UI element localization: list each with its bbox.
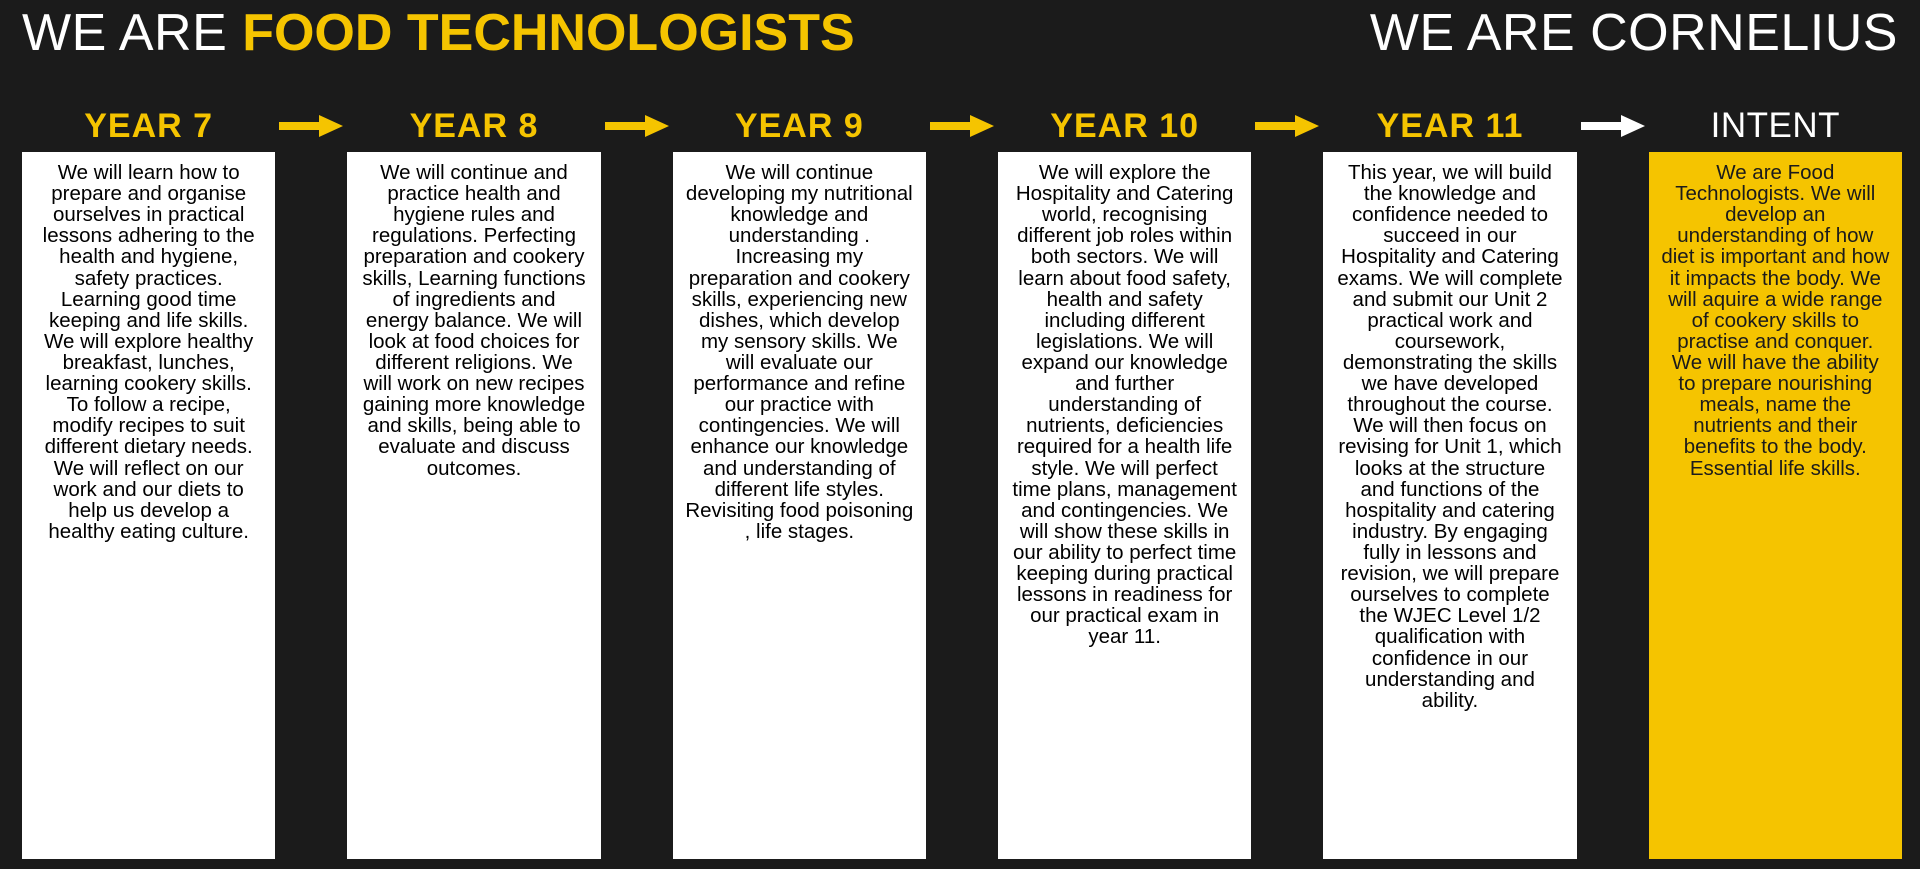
- year-label-intent: INTENT: [1710, 106, 1840, 145]
- pathway-columns: [0, 152, 1920, 869]
- year-label-year8: YEAR 8: [409, 106, 539, 145]
- column-slot-year10: [998, 152, 1251, 859]
- year-label-cell-year11: [1323, 107, 1576, 146]
- card-year10: [998, 152, 1251, 859]
- card-year7-text: We will learn how to prepare and organise ourselves in practical lessons adhering to the health and hygiene, safety practices. Learning good time keeping and life skills. We will explore healthy breakfast, lunches, learning cookery skills. To follow a recipe, modify recipes to suit different dietary needs. We will reflect on our work and our diets to help us develop a healthy eating culture.: [42, 161, 255, 543]
- column-gap-4: [1251, 152, 1323, 859]
- year-label-cell-intent: [1649, 106, 1902, 146]
- year-label-cell-year7: [22, 107, 275, 146]
- header-title-right: WE ARE CORNELIUS: [1369, 4, 1898, 62]
- card-year8: [347, 152, 600, 859]
- column-slot-year11: [1323, 152, 1576, 859]
- card-year8-text: We will continue and practice health and hygiene rules and regulations. Perfecting preparation and cookery skills, Learning functions of ingredients and energy balance. We will look at food choices for different religions. We will work on new recipes gaining more knowledge and skills, being able to evaluate and discuss outcomes.: [362, 161, 586, 480]
- card-year9: [673, 152, 926, 859]
- card-year11-text: This year, we will build the knowledge and confidence needed to succeed in our Hospitality and Catering exams. We will complete and submit our Unit 2 practical work and coursework, demonstrating the skills we have developed throughout the course. We will then focus on revising for Unit 1, which looks at the structure and functions of the hospitality and catering industry. By engaging fully in lessons and revision, we will prepare ourselves to complete the WJEC Level 1/2 qualification with confidence in our understanding and ability.: [1337, 161, 1563, 712]
- card-intent: [1649, 152, 1902, 859]
- header-title-plain: WE ARE: [22, 4, 243, 62]
- column-gap-5: [1577, 152, 1649, 859]
- year-label-year9: YEAR 9: [734, 106, 864, 145]
- card-year10-text: We will explore the Hospitality and Catering world, recognising different job roles within both sectors. We will learn about food safety, health and safety including different legislations. We will expand our knowledge and further understanding of nutrients, deficiencies required for a health life style. We will perfect time plans, management and contingencies. We will show these skills in our ability to perfect time keeping during practical lessons in readiness for our practical exam in year 11.: [1012, 161, 1237, 649]
- poster-header: [0, 0, 1920, 100]
- year-label-year11: YEAR 11: [1376, 106, 1524, 145]
- card-intent-text: We are Food Technologists. We will develop an understanding of how diet is important and how it impacts the body. We will aquire a wide range of cookery skills to practise and conquer. We will have the ability to prepare nourishing meals, name the nutrients and their benefits to the body. Essential life skills.: [1661, 161, 1890, 480]
- column-slot-year8: [347, 152, 600, 859]
- column-slot-year9: [673, 152, 926, 859]
- card-year7: [22, 152, 275, 859]
- year-label-cell-year10: [998, 107, 1251, 146]
- column-slot-year7: [22, 152, 275, 859]
- year-label-year10: YEAR 10: [1050, 106, 1200, 145]
- header-title-left: [22, 6, 855, 61]
- arrow-year9-to-year10: [926, 113, 998, 139]
- year-label-cell-year9: [673, 107, 926, 146]
- column-gap-1: [275, 152, 347, 859]
- year-label-cell-year8: [347, 107, 600, 146]
- card-year11: [1323, 152, 1576, 859]
- arrow-year10-to-year11: [1251, 113, 1323, 139]
- card-year9-text: We will continue developing my nutritional knowledge and understanding . Increasing my preparation and cookery skills, experiencing new dishes, which develop my sensory skills. We will evaluate our performance and refine our practice with contingencies. We will enhance our knowledge and understanding of different life styles. Revisiting food poisoning , life stages.: [685, 161, 914, 543]
- year-label-year7: YEAR 7: [84, 106, 214, 145]
- year-label-row: [0, 100, 1920, 152]
- column-gap-3: [926, 152, 998, 859]
- arrow-year8-to-year9: [601, 113, 673, 139]
- header-title-emphasis: FOOD TECHNOLOGISTS: [242, 4, 855, 62]
- column-gap-2: [601, 152, 673, 859]
- arrow-year7-to-year8: [275, 113, 347, 139]
- column-slot-intent: [1649, 152, 1902, 859]
- arrow-year11-to-intent: [1577, 113, 1649, 139]
